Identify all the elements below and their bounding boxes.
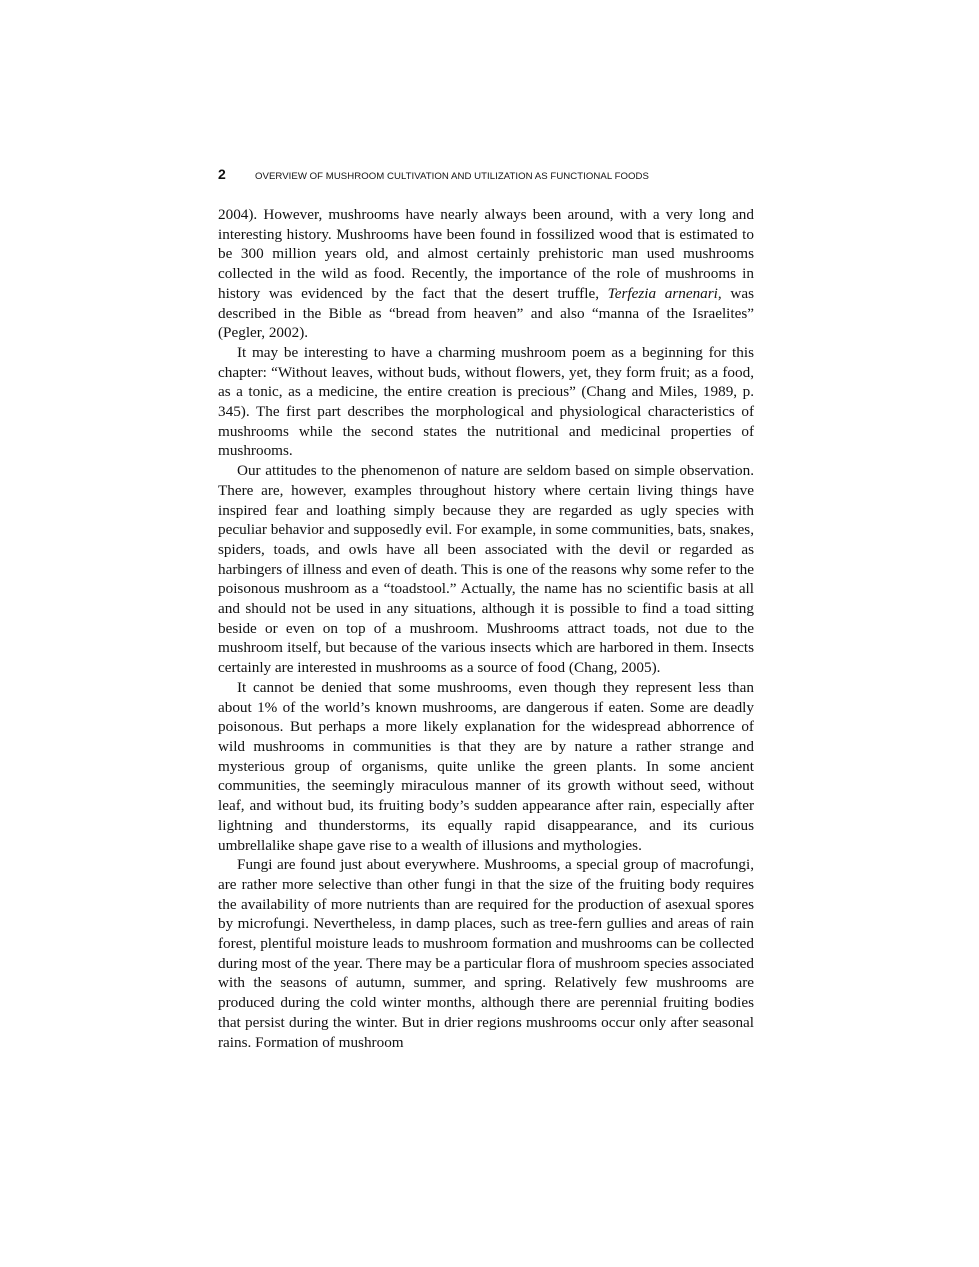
paragraph-5: Fungi are found just about everywhere. Mushrooms, a special group of macrofungi, are rather more selective than other fungi in that the size of the fruiting body requires the availability of more nutrients than are required for the production of asexual spores by microfungi. Nevertheless, in damp places, such as tree-fern gullies and areas of rain forest, plentiful moisture leads to mushroom formation and mushrooms can be collected during most of the year. There may be a particular flora of mushroom species associated with the seasons of autumn, summer, and spring. Relatively few mushrooms are produced during the cold winter months, although there are perennial fruiting bodies that persist during the winter. But in drier regions mushrooms occur only after seasonal rains. Formation of mushroom	[218, 856, 754, 1051]
body-text	[218, 205, 754, 1052]
running-title: OVERVIEW OF MUSHROOM CULTIVATION AND UTILIZATION AS FUNCTIONAL FOODS	[255, 171, 649, 182]
paragraph-1	[218, 205, 754, 343]
paragraph-4: It cannot be denied that some mushrooms, even though they represent less than about 1% of the world’s known mushrooms, are dangerous if eaten. Some are deadly poisonous. But perhaps a more likely explanation for the widespread abhorrence of wild mushrooms in communities is that they are by nature a rather strange and mysterious group of organisms, quite unlike the green plants. In some ancient communities, the seemingly miraculous manner of its growth without seed, without leaf, and without bud, its fruiting body’s sudden appearance after rain, especially after lightning and thunderstorms, its equally rapid disappearance, and its curious umbrellalike shape gave rise to a wealth of illusions and mythologies.	[218, 678, 754, 854]
book-page	[218, 166, 754, 1052]
paragraph-3: Our attitudes to the phenomenon of nature are seldom based on simple observation. There are, however, examples throughout history where certain living things have inspired fear and loathing simply because they are regarded as ugly species with peculiar behavior and supposedly evil. For example, in some communities, bats, snakes, spiders, toads, and owls have all been associated with the devil or regarded as harbingers of illness and even of death. This is one of the reasons why some refer to the poisonous mushroom as a “toadstool.” Actually, the name has no scientific basis at all and should not be used in any situations, although it is possible to find a toad sitting beside or even on top of a mushroom. Mushrooms attract toads, not due to the mushroom itself, but because of the various insects which are harbored in them. Insects certainly are interested in mushrooms as a source of food (Chang, 2005).	[218, 462, 754, 677]
paragraph-1-text-after: , was described in the Bible as “bread from heaven” and also “manna of the Israelites” (Pegler, 2002).	[218, 284, 754, 342]
species-name-italic: Terfezia arnenari	[607, 284, 718, 302]
running-head	[218, 166, 754, 184]
page-number: 2	[218, 166, 226, 182]
paragraph-2: It may be interesting to have a charming mushroom poem as a beginning for this chapter: “Without leaves, without buds, without flowers, yet, they form fruit; as a food, as a tonic, as a medicine, the entire creation is precious” (Chang and Miles, 1989, p. 345). The first part describes the morphological and physiological characteristics of mushrooms while the second states the nutritional and medicinal properties of mushrooms.	[218, 343, 754, 460]
paragraph-1-text-before: 2004). However, mushrooms have nearly always been around, with a very long and interesting history. Mushrooms have been found in fossilized wood that is estimated to be 300 million years old, and almost certainly prehistoric man used mushrooms collected in the wild as food. Recently, the importance of the role of mushrooms in history was evidenced by the fact that the desert truffle,	[218, 206, 754, 302]
